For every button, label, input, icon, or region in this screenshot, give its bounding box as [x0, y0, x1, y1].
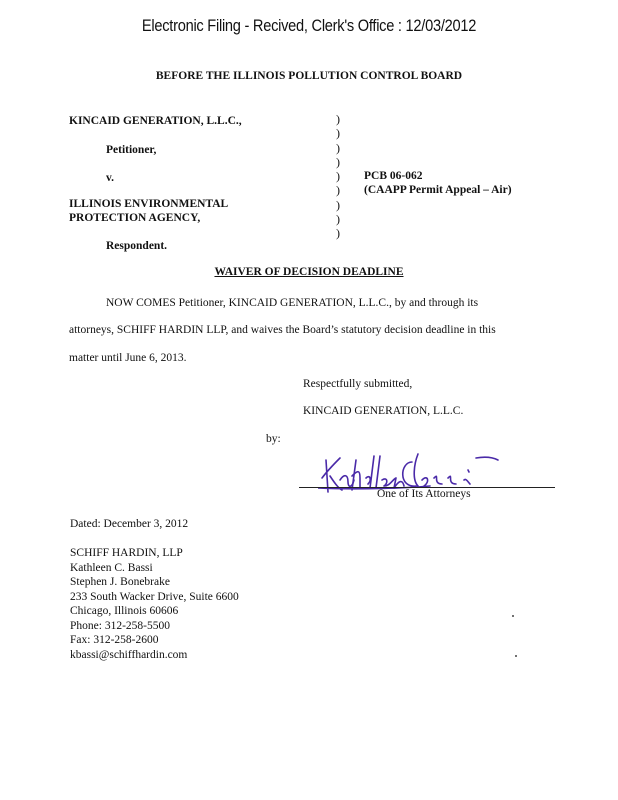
- caption-paren: ): [336, 226, 340, 241]
- respondent-name-line1: ILLINOIS ENVIRONMENTAL: [69, 198, 229, 210]
- board-heading: BEFORE THE ILLINOIS POLLUTION CONTROL BOARD: [155, 70, 463, 82]
- caption-paren: ): [336, 126, 340, 141]
- caption-parentheses: [336, 112, 340, 241]
- signature-caption: One of Its Attorneys: [377, 488, 471, 500]
- body-line-1: NOW COMES Petitioner, KINCAID GENERATION, L.L.C., by and through its: [106, 297, 479, 309]
- attorney-2: Stephen J. Bonebrake: [70, 576, 170, 588]
- caption-paren: ): [336, 140, 340, 155]
- email-line: kbassi@schiffhardin.com: [70, 648, 188, 661]
- firm-name: SCHIFF HARDIN, LLP: [70, 547, 183, 559]
- by-label: by:: [266, 433, 281, 445]
- dated-line: Dated: December 3, 2012: [70, 518, 189, 530]
- petitioner-name: KINCAID GENERATION, L.L.C.,: [69, 115, 242, 127]
- caption-paren: ): [336, 169, 340, 184]
- scan-speck: [515, 655, 517, 657]
- fax-line: Fax: 312-258-2600: [70, 634, 159, 646]
- address-line-2: Chicago, Illinois 60606: [70, 605, 179, 617]
- respondent-label: Respondent.: [106, 240, 168, 252]
- case-type: (CAAPP Permit Appeal – Air): [364, 184, 512, 196]
- caption-paren: ): [336, 212, 340, 227]
- document-title: WAIVER OF DECISION DEADLINE: [214, 266, 404, 278]
- caption-paren: ): [336, 112, 340, 126]
- scan-speck: [512, 615, 514, 617]
- firm-block: [70, 546, 239, 662]
- phone-line: Phone: 312-258-5500: [70, 619, 170, 632]
- closing-party: KINCAID GENERATION, L.L.C.: [303, 405, 464, 417]
- body-line-3: matter until June 6, 2013.: [69, 352, 187, 364]
- caption-paren: ): [336, 154, 340, 169]
- electronic-filing-stamp: Electronic Filing - Recived, Clerk's Office : 12/03/2012: [141, 16, 477, 35]
- address-line-1: 233 South Wacker Drive, Suite 6600: [70, 590, 239, 603]
- respectfully-submitted: Respectfully submitted,: [303, 378, 413, 390]
- case-number: PCB 06-062: [364, 170, 423, 182]
- respondent-name-line2: PROTECTION AGENCY,: [69, 212, 201, 224]
- body-line-2: attorneys, SCHIFF HARDIN LLP, and waives the Board’s statutory decision deadline in this: [69, 324, 496, 336]
- attorney-1: Kathleen C. Bassi: [70, 561, 153, 574]
- petitioner-label: Petitioner,: [106, 144, 157, 156]
- caption-paren: ): [336, 183, 340, 198]
- caption-paren: ): [336, 197, 340, 212]
- versus-label: v.: [106, 172, 114, 184]
